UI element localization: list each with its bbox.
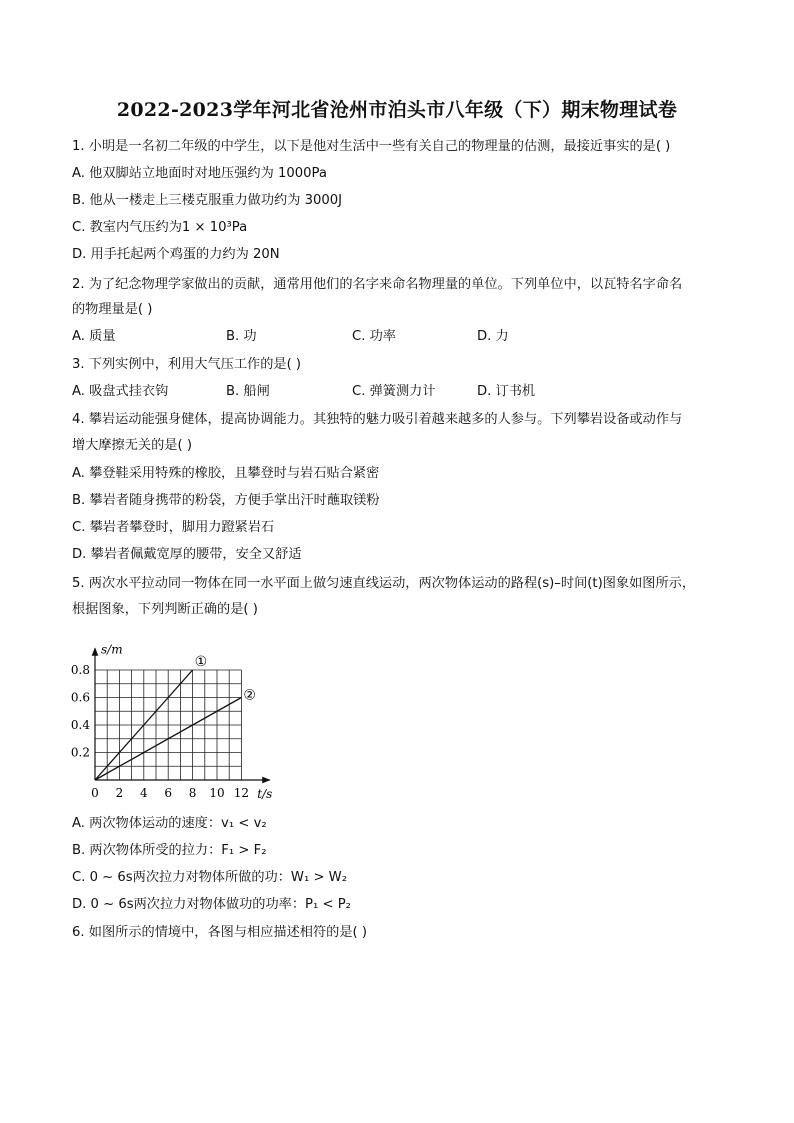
x-tick-label: 8 bbox=[188, 786, 197, 800]
q6-stem: 6. 如图所示的情境中，各图与相应描述相符的是( ) bbox=[72, 925, 368, 940]
y-tick-label: 0.2 bbox=[70, 745, 90, 760]
s-t-graph bbox=[60, 642, 290, 810]
x-tick-label: 4 bbox=[139, 786, 148, 800]
q4-option-c: C. 攀岩者攀登时，脚用力蹬紧岩石 bbox=[72, 520, 275, 535]
q3-option-d: D. 订书机 bbox=[477, 384, 536, 399]
q2-option-c: C. 功率 bbox=[352, 329, 396, 344]
q2-option-a: A. 质量 bbox=[72, 329, 116, 344]
x-axis-label: t/s bbox=[257, 787, 273, 801]
x-tick-label: 6 bbox=[164, 786, 173, 800]
q1-option-a: A. 他双脚站立地面时对地压强约为 1000Pa bbox=[72, 166, 327, 181]
x-tick-label: 2 bbox=[115, 786, 124, 800]
q3-option-b: B. 船闸 bbox=[226, 384, 270, 399]
q5-stem-line1: 5. 两次水平拉动同一物体在同一水平面上做匀速直线运动，两次物体运动的路程(s)–时间(t)图象如图所示， bbox=[72, 576, 696, 591]
q2-stem-line1: 2. 为了纪念物理学家做出的贡献，通常用他们的名字来命名物理量的单位。下列单位中，以瓦特名字命名 bbox=[72, 277, 683, 292]
q3-stem: 3. 下列实例中，利用大气压工作的是( ) bbox=[72, 357, 302, 372]
q4-option-d: D. 攀岩者佩戴宽厚的腰带，安全又舒适 bbox=[72, 547, 302, 562]
q4-option-a: A. 攀登鞋采用特殊的橡胶，且攀登时与岩石贴合紧密 bbox=[72, 466, 380, 481]
y-tick-label: 0.6 bbox=[70, 690, 90, 705]
q5-option-c: C. 0 ~ 6s两次拉力对物体所做的功：W₁ > W₂ bbox=[72, 870, 348, 885]
x-tick-label: 0 bbox=[91, 786, 99, 800]
q1-option-d: D. 用手托起两个鸡蛋的力约为 20N bbox=[72, 247, 280, 262]
exam-title: 2022-2023学年河北省沧州市泊头市八年级（下）期末物理试卷 bbox=[116, 99, 678, 121]
q2-option-d: D. 力 bbox=[477, 329, 509, 344]
series-label-1: ① bbox=[194, 654, 208, 670]
q1-option-c: C. 教室内气压约为1 × 10³Pa bbox=[72, 220, 248, 235]
q4-stem-line2: 增大摩擦无关的是( ) bbox=[72, 438, 192, 453]
q1-option-b: B. 他从一楼走上三楼克服重力做功约为 3000J bbox=[72, 193, 343, 208]
q5-stem-line2: 根据图象，下列判断正确的是( ) bbox=[72, 602, 258, 617]
y-tick-label: 0.4 bbox=[70, 718, 90, 732]
q5-option-b: B. 两次物体所受的拉力：F₁ > F₂ bbox=[72, 843, 267, 858]
series-label-2: ② bbox=[243, 687, 256, 704]
q5-option-a: A. 两次物体运动的速度：v₁ < v₂ bbox=[72, 816, 267, 831]
q2-option-b: B. 功 bbox=[226, 329, 257, 344]
x-tick-label: 12 bbox=[233, 786, 250, 800]
y-tick-label: 0.8 bbox=[70, 663, 90, 677]
y-axis-label: s/m bbox=[101, 642, 123, 657]
q3-option-c: C. 弹簧测力计 bbox=[352, 384, 436, 399]
q4-stem-line1: 4. 攀岩运动能强身健体，提高协调能力。其独特的魅力吸引着越来越多的人参与。下列攀岩设备或动作与 bbox=[72, 412, 683, 427]
q1-stem: 1. 小明是一名初二年级的中学生，以下是他对生活中一些有关自己的物理量的估测，最接近事实的是( ) bbox=[72, 139, 671, 154]
q5-option-d: D. 0 ~ 6s两次拉力对物体做功的功率：P₁ < P₂ bbox=[72, 897, 351, 912]
x-tick-label: 10 bbox=[209, 786, 225, 800]
q4-option-b: B. 攀岩者随身携带的粉袋，方便手掌出汗时蘸取镁粉 bbox=[72, 493, 380, 508]
q3-option-a: A. 吸盘式挂衣钩 bbox=[72, 384, 169, 399]
q2-stem-line2: 的物理量是( ) bbox=[72, 302, 153, 317]
